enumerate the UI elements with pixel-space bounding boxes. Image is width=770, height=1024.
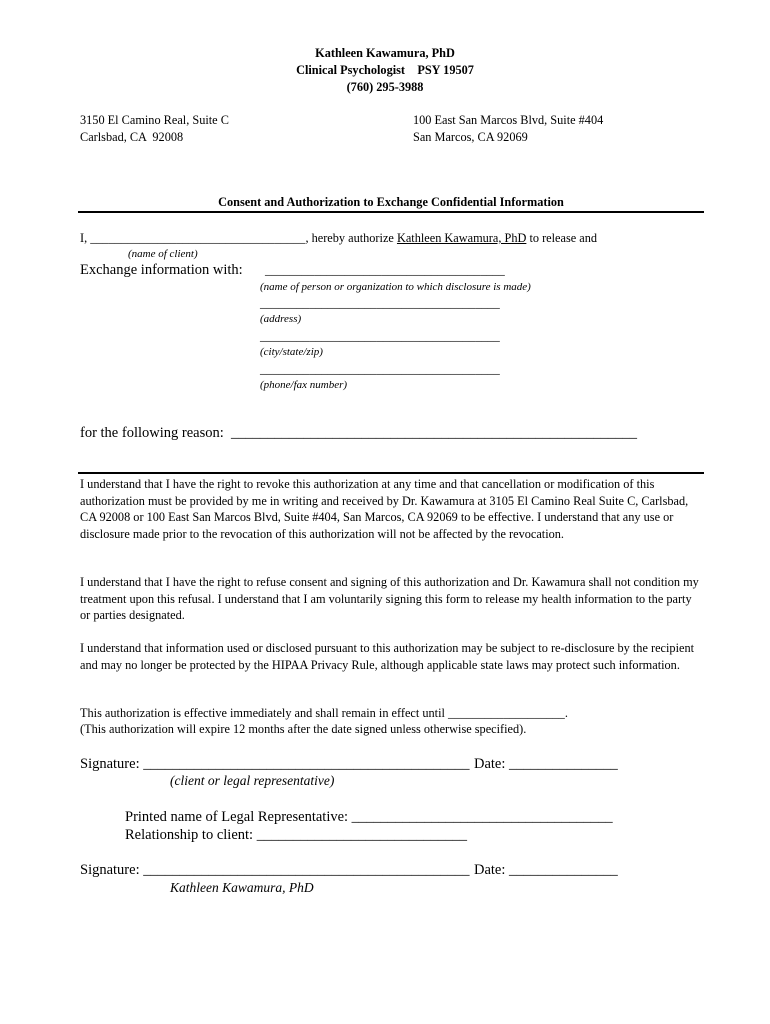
printed-name-field[interactable]: Printed name of Legal Representative: ____________________________________	[125, 809, 613, 825]
authorize-line	[80, 231, 597, 246]
address-right-line1: 100 East San Marcos Blvd, Suite #404	[413, 113, 604, 127]
reason-field[interactable]: for the following reason: ________________________________________________________	[80, 425, 638, 441]
relationship-field[interactable]: Relationship to client: _____________________________	[125, 827, 467, 843]
heading-rule	[78, 211, 704, 213]
client-name-caption: (name of client)	[128, 248, 198, 260]
effective-line: This authorization is effective immediately and shall remain in effect until ___________________.	[80, 706, 568, 720]
authorize-prefix: I, ___________________________________, hereby authorize	[80, 231, 397, 245]
recipient-phone-field[interactable]: _______________________________________	[260, 362, 500, 376]
recipient-address-caption: (address)	[260, 313, 302, 325]
section-rule	[78, 472, 704, 474]
clinician-signature-caption: Kathleen Kawamura, PhD	[170, 880, 314, 895]
doctor-name: Kathleen Kawamura, PhD	[315, 46, 455, 60]
form-heading: Consent and Authorization to Exchange Confidential Information	[218, 195, 564, 209]
recipient-name-field[interactable]: _______________________________________	[265, 263, 505, 277]
recipient-name-caption: (name of person or organization to which disclosure is made)	[260, 281, 531, 293]
recipient-phone-caption: (phone/fax number)	[260, 379, 348, 391]
revocation-paragraph: I understand that I have the right to revoke this authorization at any time and that cancellation or modification of this authorization must be provided by me in writing and received by Dr. Kawamura at 3105 El Camino Real Suite C, Carlsbad, CA 92008 or 100 East San Marcos Blvd, Suite #404, San Marcos, CA 92069 to be effective. I understand that any use or disclosure made prior to the revocation of this authorization will not be affected by the revocation.	[80, 477, 689, 541]
expiry-line: (This authorization will expire 12 months after the date signed unless otherwise specified).	[80, 722, 527, 736]
recipient-city-caption: (city/state/zip)	[260, 346, 323, 358]
address-left-line1: 3150 El Camino Real, Suite C	[80, 113, 229, 127]
clinician-signature-field[interactable]: Signature: _____________________________________________	[80, 862, 470, 878]
refusal-paragraph: I understand that I have the right to refuse consent and signing of this authorization and Dr. Kawamura shall not condition my treatment upon this refusal. I understand that I am voluntarily signing this form to release my health information to the party or parties designated.	[80, 575, 699, 622]
recipient-address-field[interactable]: _______________________________________	[260, 296, 500, 310]
redisclosure-paragraph: I understand that information used or disclosed pursuant to this authorization may be subject to re-disclosure by the recipient and may no longer be protected by the HIPAA Privacy Rule, although applicable state laws may protect such information.	[80, 641, 695, 672]
authorize-name: Kathleen Kawamura, PhD	[396, 231, 527, 245]
client-date-field[interactable]: Date: _______________	[474, 756, 618, 772]
address-left-line2: Carlsbad, CA 92008	[80, 130, 184, 144]
recipient-city-field[interactable]: _______________________________________	[260, 329, 500, 343]
clinician-date-field[interactable]: Date: _______________	[474, 862, 618, 878]
client-signature-caption: (client or legal representative)	[170, 773, 335, 788]
doctor-phone: (760) 295-3988	[346, 80, 424, 94]
client-signature-field[interactable]: Signature: _____________________________________________	[80, 756, 470, 772]
address-right-line2: San Marcos, CA 92069	[413, 130, 528, 144]
doctor-title: Clinical Psychologist PSY 19507	[296, 63, 474, 77]
authorize-suffix: to release and	[526, 231, 598, 245]
exchange-label: Exchange information with:	[80, 262, 243, 278]
